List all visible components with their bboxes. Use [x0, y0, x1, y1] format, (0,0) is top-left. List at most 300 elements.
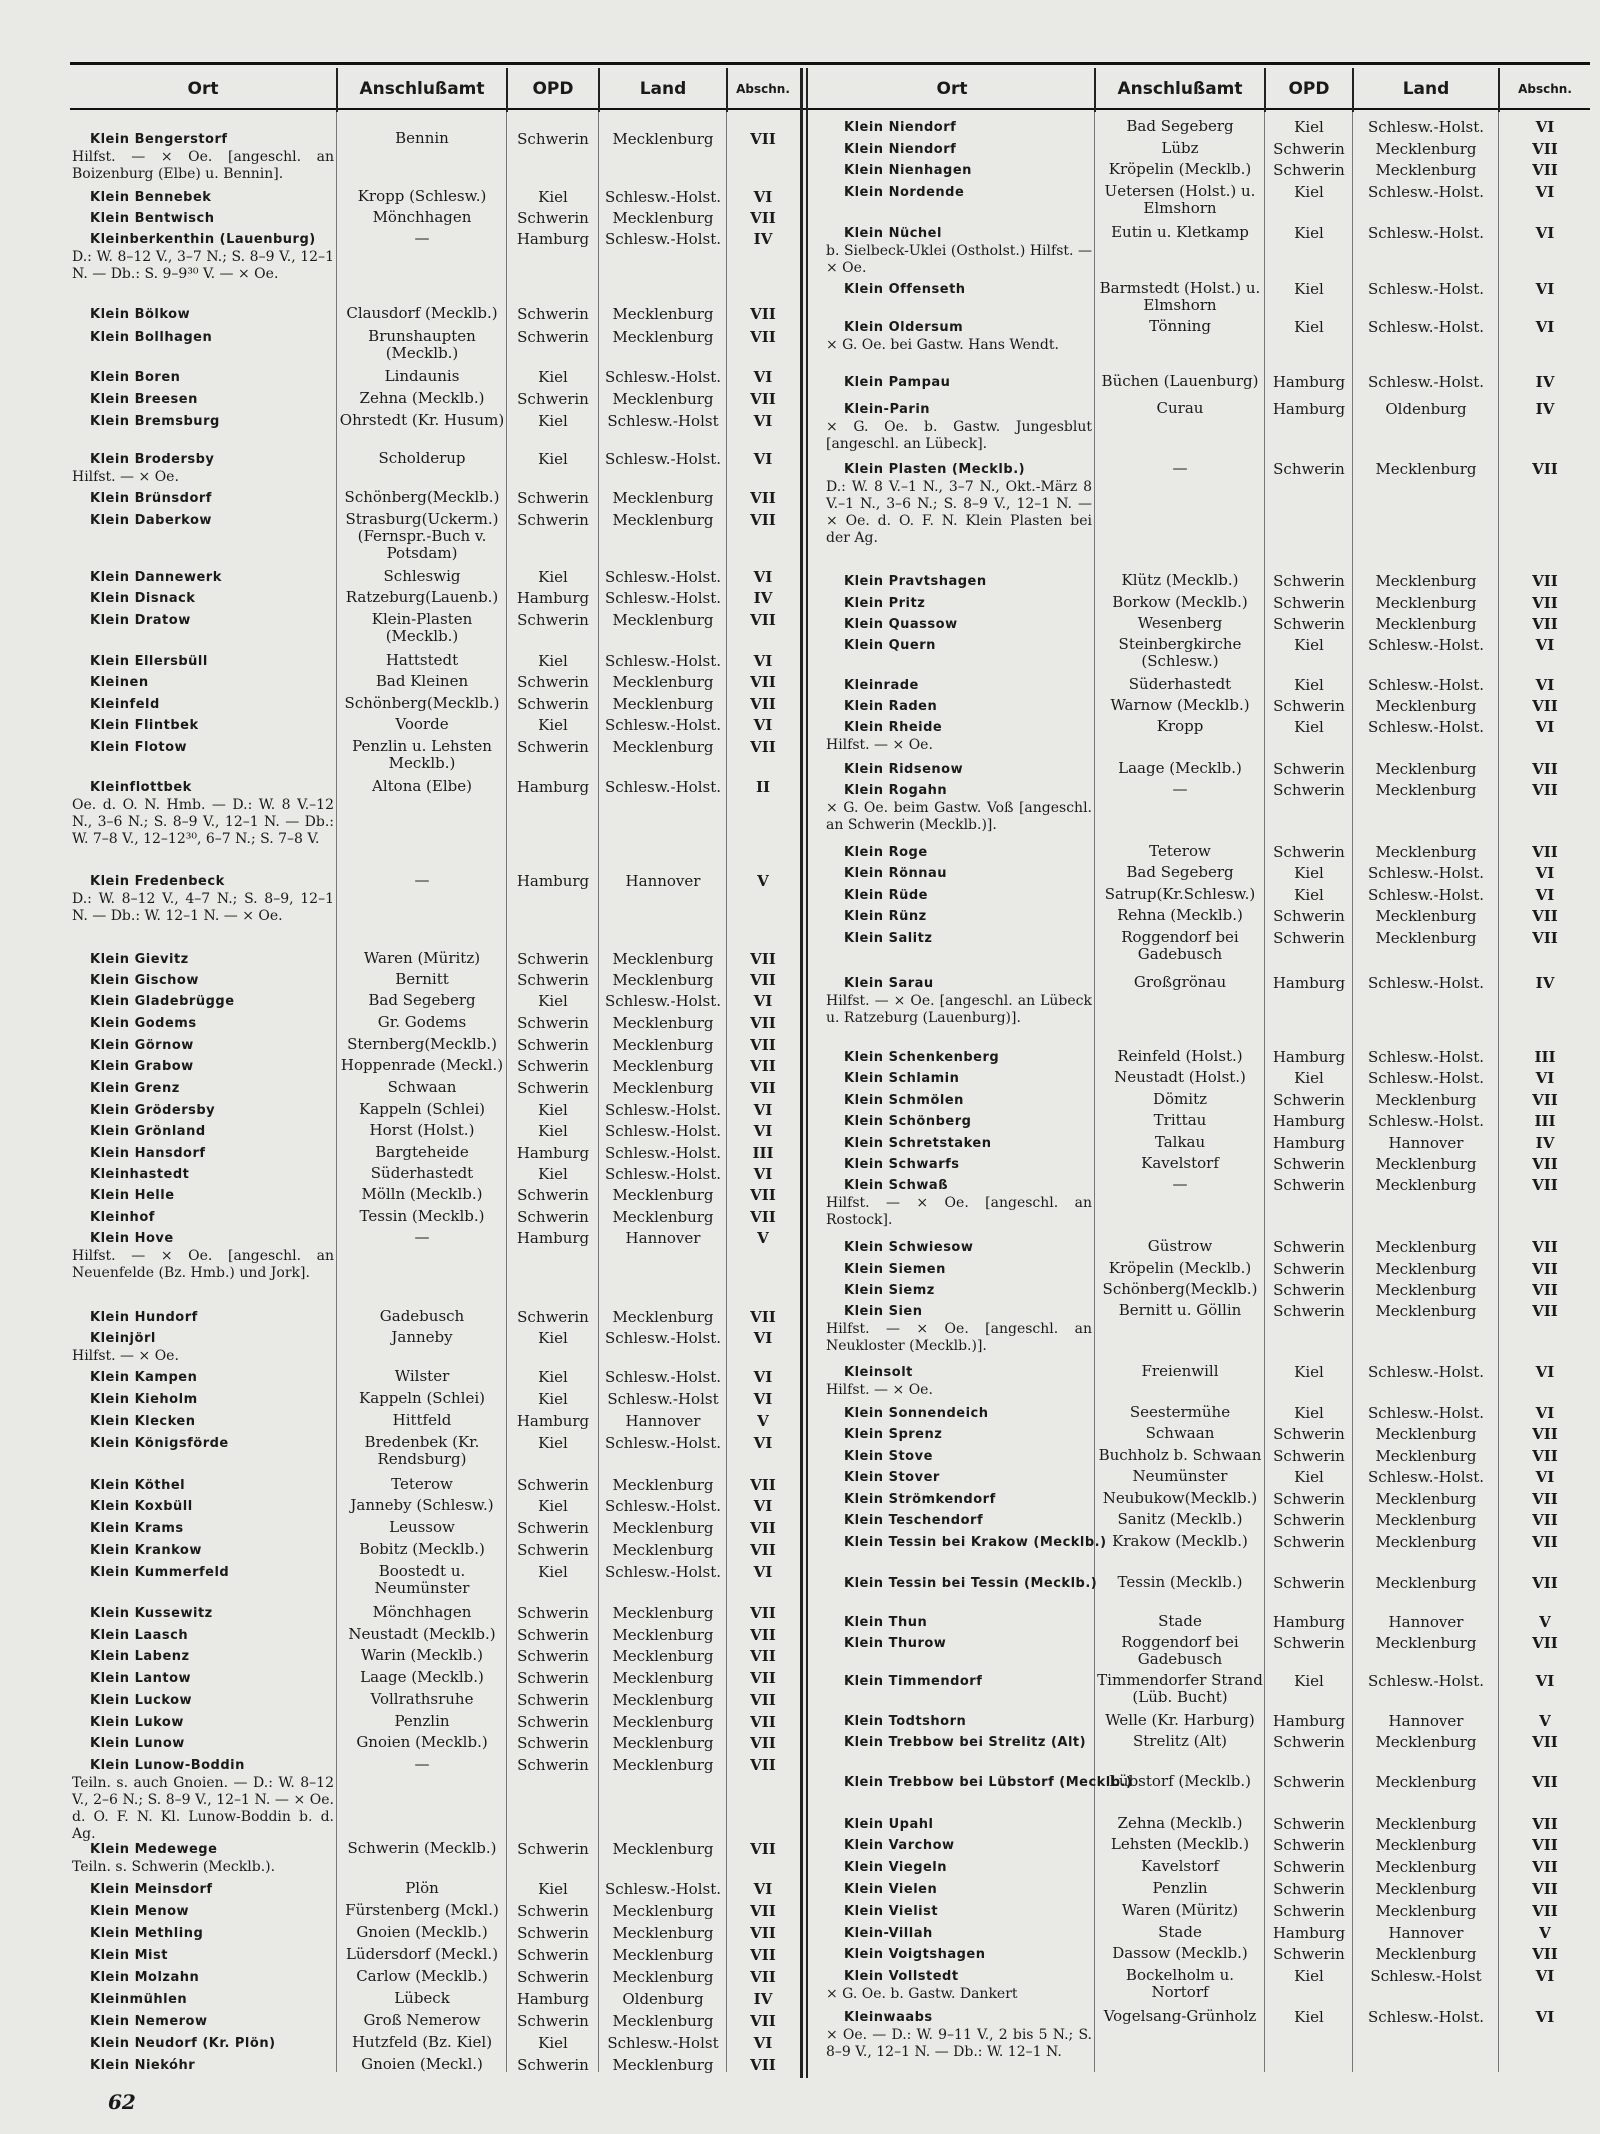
entry-land: Mecklenburg	[1375, 572, 1477, 590]
entry-abschnitt: VII	[750, 1669, 776, 1687]
entry-abschnitt: VI	[1535, 1468, 1555, 1486]
entry-land: Mecklenburg	[1375, 1634, 1477, 1652]
entry-name: Klein Disnack	[90, 591, 196, 606]
entry-anschlussamt: —	[1172, 459, 1188, 477]
entry-anschlussamt: Schwaan	[387, 1078, 457, 1096]
entry-opd: Schwerin	[517, 1691, 589, 1709]
entry-opd: Schwerin	[517, 1840, 589, 1858]
entry-opd: Schwerin	[1273, 1733, 1345, 1751]
entry-land: Mecklenburg	[612, 1669, 714, 1687]
entry-name: Klein Tessin bei Krakow (Mecklb.)	[844, 1535, 1107, 1550]
entry-name: Klein Nemerow	[90, 2014, 208, 2029]
entry-anschlussamt: —	[414, 1755, 430, 1773]
entry-opd: Schwerin	[1273, 929, 1345, 947]
entry-anschlussamt: Lindaunis	[384, 367, 460, 385]
entry-land: Mecklenburg	[1375, 843, 1477, 861]
entry-name: Klein Stove	[844, 1449, 933, 1464]
entry-land: Mecklenburg	[1375, 1238, 1477, 1256]
entry-land: Mecklenburg	[612, 1014, 714, 1032]
entry-opd: Schwerin	[517, 1014, 589, 1032]
entry-opd: Kiel	[538, 1434, 568, 1452]
entry-opd: Hamburg	[1272, 1112, 1346, 1130]
entry-anschlussamt: Mölln (Mecklb.)	[361, 1185, 483, 1203]
entry-opd: Hamburg	[1272, 1924, 1346, 1942]
entry-name: Klein Dratow	[90, 613, 191, 628]
entry-abschnitt: VII	[1532, 1302, 1558, 1320]
entry-name: Klein Neudorf (Kr. Plön)	[90, 2036, 276, 2051]
entry-land: Mecklenburg	[1375, 1091, 1477, 1109]
entry-opd: Schwerin	[1273, 1176, 1345, 1194]
entry-abschnitt: VII	[1532, 460, 1558, 478]
entry-anschlussamt: Penzlin u. Lehsten Mecklb.)	[352, 737, 492, 772]
entry-opd: Kiel	[1294, 718, 1324, 736]
entry-abschnitt: VII	[750, 305, 776, 323]
entry-opd: Schwerin	[1273, 760, 1345, 778]
entry-opd: Schwerin	[517, 1476, 589, 1494]
entry-name: Klein Luckow	[90, 1693, 193, 1708]
entry-abschnitt: VI	[753, 1122, 773, 1140]
entry-opd: Schwerin	[1273, 1634, 1345, 1652]
entry-anschlussamt: Gnoien (Meckl.)	[361, 2055, 483, 2073]
entry-abschnitt: VII	[750, 1476, 776, 1494]
entry-land: Mecklenburg	[612, 305, 714, 323]
entry-land: Schlesw.-Holst	[607, 2034, 719, 2052]
entry-opd: Kiel	[1294, 1069, 1324, 1087]
entry-anschlussamt: Lübeck	[394, 1989, 450, 2007]
entry-anschlussamt: Vollrathsruhe	[370, 1690, 474, 1708]
entry-name: Klein Quern	[844, 638, 936, 653]
entry-land: Mecklenburg	[612, 2056, 714, 2074]
entry-land: Mecklenburg	[612, 611, 714, 629]
entry-note: Oe. d. O. N. Hmb. — D.: W. 8 V.–12 N., 3–6 N.; S. 8–9 V., 12–1 N. — Db.: W. 7–8 V., 12–12³⁰, 6–7 N.; S. 7–8 V.	[72, 797, 334, 847]
column-divider	[800, 68, 803, 2078]
entry-opd: Hamburg	[1272, 1048, 1346, 1066]
entry-abschnitt: VI	[1535, 2008, 1555, 2026]
entry-name: Klein Hundorf	[90, 1310, 198, 1325]
entry-name: Klein Labenz	[90, 1649, 190, 1664]
header-opd: OPD	[1288, 79, 1330, 99]
entry-anschlussamt: Buchholz b. Schwaan	[1098, 1446, 1262, 1464]
entry-name: Klein Schenkenberg	[844, 1050, 1000, 1065]
entry-opd: Schwerin	[517, 1541, 589, 1559]
entry-anschlussamt: Wilster	[394, 1367, 450, 1385]
entry-opd: Schwerin	[1273, 1945, 1345, 1963]
entry-opd: Schwerin	[517, 305, 589, 323]
entry-opd: Hamburg	[1272, 373, 1346, 391]
entry-anschlussamt: Stade	[1158, 1612, 1202, 1630]
entry-opd: Hamburg	[1272, 1613, 1346, 1631]
entry-name: Klein Siemen	[844, 1262, 946, 1277]
entry-name: Kleinberkenthin (Lauenburg)	[90, 232, 316, 247]
entry-abschnitt: VI	[1535, 1967, 1555, 1985]
entry-anschlussamt: Fürstenberg (Mckl.)	[345, 1901, 499, 1919]
entry-anschlussamt: Laage (Mecklb.)	[1118, 759, 1242, 777]
entry-anschlussamt: Klein-Plasten (Mecklb.)	[371, 610, 473, 645]
entry-land: Mecklenburg	[1375, 1880, 1477, 1898]
entry-abschnitt: VII	[750, 1186, 776, 1204]
entry-opd: Schwerin	[1273, 460, 1345, 478]
entry-land: Mecklenburg	[1375, 1902, 1477, 1920]
header-opd: OPD	[532, 79, 574, 99]
entry-anschlussamt: Neustadt (Holst.)	[1114, 1068, 1246, 1086]
entry-land: Schlesw.-Holst.	[1367, 676, 1484, 694]
entry-name: Kleinflottbek	[90, 780, 192, 795]
entry-land: Hannover	[1388, 1712, 1464, 1730]
column-divider	[1352, 112, 1353, 2072]
entry-land: Schlesw.-Holst.	[1367, 1404, 1484, 1422]
entry-land: Mecklenburg	[612, 738, 714, 756]
entry-opd: Schwerin	[1273, 1281, 1345, 1299]
entry-opd: Kiel	[1294, 118, 1324, 136]
entry-abschnitt: VI	[1535, 224, 1555, 242]
entry-name: Klein Schmölen	[844, 1093, 964, 1108]
entry-abschnitt: VI	[753, 368, 773, 386]
entry-abschnitt: VII	[750, 1604, 776, 1622]
entry-abschnitt: VII	[1532, 1815, 1558, 1833]
entry-land: Mecklenburg	[1375, 615, 1477, 633]
entry-abschnitt: VII	[1532, 1858, 1558, 1876]
entry-abschnitt: VI	[1535, 280, 1555, 298]
entry-anschlussamt: Lübz	[1161, 139, 1199, 157]
entry-opd: Kiel	[538, 716, 568, 734]
entry-abschnitt: VII	[1532, 1281, 1558, 1299]
entry-abschnitt: VII	[1532, 1425, 1558, 1443]
entry-abschnitt: VI	[753, 188, 773, 206]
entry-anschlussamt: Stade	[1158, 1923, 1202, 1941]
column-divider	[1264, 112, 1265, 2072]
entry-abschnitt: VII	[1532, 1511, 1558, 1529]
entry-opd: Schwerin	[517, 1057, 589, 1075]
entry-opd: Schwerin	[517, 738, 589, 756]
entry-abschnitt: VII	[1532, 1902, 1558, 1920]
entry-land: Schlesw.-Holst.	[604, 1880, 721, 1898]
entry-land: Mecklenburg	[1375, 594, 1477, 612]
entry-note: Hilfst. — × Oe. [angeschl. an Neuenfelde (Bz. Hmb.) und Jork].	[72, 1248, 334, 1281]
entry-abschnitt: VI	[1535, 1069, 1555, 1087]
entry-abschnitt: VI	[753, 1390, 773, 1408]
entry-note: D.: W. 8–12 V., 3–7 N.; S. 8–9 V., 12–1 N. — Db.: S. 9–9³⁰ V. — × Oe.	[72, 249, 334, 282]
entry-anschlussamt: Kröpelin (Mecklb.)	[1108, 160, 1252, 178]
entry-land: Schlesw.-Holst.	[604, 1368, 721, 1386]
entry-abschnitt: VII	[1532, 697, 1558, 715]
entry-anschlussamt: Hoppenrade (Meckl.)	[340, 1056, 504, 1074]
entry-opd: Schwerin	[517, 328, 589, 346]
entry-opd: Schwerin	[517, 1036, 589, 1054]
entry-abschnitt: VII	[1532, 1773, 1558, 1791]
entry-anschlussamt: Gnoien (Mecklb.)	[356, 1733, 488, 1751]
entry-abschnitt: VII	[1532, 140, 1558, 158]
entry-note: × Oe. — D.: W. 9–11 V., 2 bis 5 N.; S. 8–9 V., 12–1 N. — Db.: W. 12–1 N.	[826, 2027, 1092, 2060]
entry-opd: Kiel	[1294, 2008, 1324, 2026]
entry-name: Klein Bentwisch	[90, 211, 215, 226]
entry-land: Mecklenburg	[1375, 1733, 1477, 1751]
entry-land: Mecklenburg	[1375, 1281, 1477, 1299]
entry-abschnitt: VII	[1532, 843, 1558, 861]
entry-opd: Hamburg	[1272, 974, 1346, 992]
entry-anschlussamt: Kropp (Schlesw.)	[357, 187, 487, 205]
entry-opd: Kiel	[538, 1390, 568, 1408]
entry-name: Klein Grönland	[90, 1124, 206, 1139]
entry-anschlussamt: Lehsten (Mecklb.)	[1110, 1835, 1250, 1853]
header-anschlussamt: Anschlußamt	[1117, 79, 1243, 99]
entry-opd: Schwerin	[1273, 1574, 1345, 1592]
entry-anschlussamt: Neustadt (Mecklb.)	[348, 1625, 496, 1643]
entry-name: Klein Lunow-Boddin	[90, 1758, 245, 1773]
entry-anschlussamt: Timmendorfer Strand (Lüb. Bucht)	[1097, 1671, 1263, 1706]
entry-abschnitt: VI	[753, 992, 773, 1010]
entry-anschlussamt: Uetersen (Holst.) u. Elmshorn	[1104, 182, 1256, 217]
entry-anschlussamt: Gadebusch	[379, 1307, 465, 1325]
entry-land: Schlesw.-Holst.	[1367, 886, 1484, 904]
entry-land: Mecklenburg	[1375, 781, 1477, 799]
entry-abschnitt: VII	[750, 695, 776, 713]
entry-anschlussamt: Strelitz (Alt)	[1132, 1732, 1227, 1750]
entry-opd: Kiel	[1294, 886, 1324, 904]
entry-anschlussamt: Mönchhagen	[372, 208, 472, 226]
entry-land: Schlesw.-Holst.	[604, 589, 721, 607]
entry-anschlussamt: Tessin (Mecklb.)	[359, 1207, 485, 1225]
entry-opd: Kiel	[1294, 676, 1324, 694]
entry-abschnitt: VI	[753, 412, 773, 430]
entry-opd: Kiel	[538, 1101, 568, 1119]
entry-land: Mecklenburg	[1375, 1447, 1477, 1465]
entry-opd: Schwerin	[1273, 1815, 1345, 1833]
entry-anschlussamt: Süderhastedt	[1128, 675, 1232, 693]
entry-opd: Schwerin	[1273, 1238, 1345, 1256]
entry-name: Klein Helle	[90, 1188, 175, 1203]
entry-name: Klein Methling	[90, 1926, 204, 1941]
entry-land: Oldenburg	[622, 1990, 704, 2008]
entry-land: Schlesw.-Holst.	[1367, 373, 1484, 391]
entry-name: Klein Bremsburg	[90, 414, 220, 429]
entry-land: Mecklenburg	[612, 130, 714, 148]
entry-land: Schlesw.-Holst.	[604, 568, 721, 586]
entry-land: Schlesw.-Holst.	[1367, 318, 1484, 336]
entry-abschnitt: VI	[753, 652, 773, 670]
entry-abschnitt: VII	[1532, 1945, 1558, 1963]
entry-land: Mecklenburg	[612, 950, 714, 968]
entry-name: Klein Grabow	[90, 1059, 194, 1074]
entry-anschlussamt: Lüdersdorf (Meckl.)	[345, 1945, 499, 1963]
entry-anschlussamt: Teterow	[1149, 842, 1211, 860]
entry-anschlussamt: Ratzeburg(Lauenb.)	[345, 588, 499, 606]
entry-anschlussamt: Gr. Godems	[377, 1013, 467, 1031]
top-rule	[70, 62, 1590, 65]
entry-name: Klein Godems	[90, 1016, 197, 1031]
entry-abschnitt: VII	[750, 489, 776, 507]
entry-anschlussamt: Kappeln (Schlei)	[359, 1389, 485, 1407]
column-divider	[726, 112, 727, 2072]
entry-abschnitt: IV	[753, 230, 773, 248]
entry-opd: Kiel	[1294, 280, 1324, 298]
entry-anschlussamt: Zehna (Mecklb.)	[359, 389, 485, 407]
entry-abschnitt: VI	[1535, 183, 1555, 201]
entry-abschnitt: III	[752, 1144, 774, 1162]
entry-land: Mecklenburg	[1375, 460, 1477, 478]
entry-opd: Schwerin	[1273, 1425, 1345, 1443]
entry-land: Mecklenburg	[612, 695, 714, 713]
entry-anschlussamt: Roggendorf bei Gadebusch	[1121, 928, 1239, 963]
entry-name: Klein Bennebek	[90, 190, 212, 205]
entry-anschlussamt: Teterow	[391, 1475, 453, 1493]
entry-abschnitt: IV	[753, 589, 773, 607]
entry-name: Klein Bollhagen	[90, 330, 213, 345]
entry-anschlussamt: Hattstedt	[385, 651, 459, 669]
entry-opd: Hamburg	[516, 589, 590, 607]
entry-land: Schlesw.-Holst.	[1367, 718, 1484, 736]
entry-anschlussamt: Penzlin	[394, 1712, 450, 1730]
entry-abschnitt: VII	[750, 1756, 776, 1774]
entry-land: Schlesw.-Holst.	[1367, 1468, 1484, 1486]
entry-anschlussamt: Voorde	[395, 715, 449, 733]
entry-name: Klein Daberkow	[90, 513, 212, 528]
entry-land: Mecklenburg	[1375, 1836, 1477, 1854]
entry-anschlussamt: Bad Segeberg	[1126, 117, 1234, 135]
entry-abschnitt: V	[1539, 1712, 1551, 1730]
entry-name: Klein Krams	[90, 1521, 184, 1536]
entry-anschlussamt: —	[414, 1228, 430, 1246]
entry-land: Schlesw.-Holst.	[1367, 1363, 1484, 1381]
entry-name: Klein Flotow	[90, 740, 188, 755]
entry-land: Mecklenburg	[1375, 1425, 1477, 1443]
entry-abschnitt: V	[1539, 1924, 1551, 1942]
entry-opd: Kiel	[1294, 1672, 1324, 1690]
entry-name: Klein Boren	[90, 370, 181, 385]
entry-land: Schlesw.-Holst.	[1367, 224, 1484, 242]
entry-name: Klein Köthel	[90, 1478, 186, 1493]
entry-anschlussamt: Trittau	[1153, 1111, 1207, 1129]
entry-name: Klein Vollstedt	[844, 1969, 959, 1984]
entry-land: Schlesw.-Holst.	[604, 1144, 721, 1162]
entry-opd: Schwerin	[517, 2012, 589, 2030]
entry-land: Mecklenburg	[1375, 1155, 1477, 1173]
entry-note: × G. Oe. b. Gastw. Jungesblut [angeschl. an Lübeck].	[826, 419, 1092, 452]
entry-anschlussamt: Krakow (Mecklb.)	[1112, 1532, 1248, 1550]
entry-opd: Kiel	[1294, 1404, 1324, 1422]
entry-name: Klein Bölkow	[90, 307, 191, 322]
entry-land: Schlesw.-Holst.	[604, 1329, 721, 1347]
entry-land: Mecklenburg	[612, 1079, 714, 1097]
entry-opd: Hamburg	[516, 1229, 590, 1247]
entry-anschlussamt: Altona (Elbe)	[372, 777, 472, 795]
entry-name: Kleinrade	[844, 678, 919, 693]
entry-land: Mecklenburg	[612, 328, 714, 346]
entry-opd: Kiel	[538, 568, 568, 586]
entry-name: Klein Laasch	[90, 1628, 189, 1643]
entry-opd: Schwerin	[517, 390, 589, 408]
entry-anschlussamt: Laage (Mecklb.)	[360, 1668, 484, 1686]
entry-name: Klein Lukow	[90, 1715, 184, 1730]
entry-abschnitt: VII	[750, 209, 776, 227]
entry-land: Schlesw.-Holst.	[604, 1434, 721, 1452]
entry-land: Mecklenburg	[612, 1057, 714, 1075]
entry-land: Schlesw.-Holst.	[1367, 636, 1484, 654]
entry-abschnitt: VII	[750, 738, 776, 756]
entry-opd: Schwerin	[1273, 1902, 1345, 1920]
entry-land: Mecklenburg	[1375, 1574, 1477, 1592]
entry-name: Klein Oldersum	[844, 320, 964, 335]
entry-opd: Schwerin	[1273, 1447, 1345, 1465]
entry-name: Klein-Parin	[844, 402, 931, 417]
entry-note: × G. Oe. beim Gastw. Voß [angeschl. an Schwerin (Mecklb.)].	[826, 800, 1092, 833]
entry-name: Klein Kussewitz	[90, 1606, 213, 1621]
entry-land: Mecklenburg	[1375, 140, 1477, 158]
entry-land: Hannover	[1388, 1134, 1464, 1152]
entry-name: Klein Bengerstorf	[90, 132, 228, 147]
entry-land: Schlesw.-Holst.	[604, 230, 721, 248]
entry-abschnitt: VII	[750, 1208, 776, 1226]
entry-opd: Schwerin	[517, 1626, 589, 1644]
entry-name: Klein Nienhagen	[844, 163, 972, 178]
entry-anschlussamt: Klütz (Mecklb.)	[1121, 571, 1239, 589]
entry-anschlussamt: Dassow (Mecklb.)	[1112, 1944, 1248, 1962]
entry-opd: Schwerin	[517, 1519, 589, 1537]
entry-note: Hilfst. — × Oe. [angeschl. an Rostock].	[826, 1195, 1092, 1228]
entry-note: × G. Oe. b. Gastw. Dankert	[826, 1986, 1018, 2002]
entry-name: Klein Sarau	[844, 976, 934, 991]
entry-abschnitt: V	[1539, 1613, 1551, 1631]
entry-name: Klein Pritz	[844, 596, 926, 611]
entry-abschnitt: VI	[753, 716, 773, 734]
entry-land: Mecklenburg	[1375, 760, 1477, 778]
entry-land: Schlesw.-Holst	[607, 412, 719, 430]
entry-name: Klein-Villah	[844, 1926, 933, 1941]
entry-note: b. Sielbeck-Uklei (Ostholst.) Hilfst. — × Oe.	[826, 243, 1092, 276]
entry-abschnitt: V	[757, 1412, 769, 1430]
entry-name: Kleinsolt	[844, 1365, 913, 1380]
entry-anschlussamt: Penzlin	[1152, 1879, 1208, 1897]
entry-opd: Kiel	[1294, 864, 1324, 882]
entry-name: Klein Schwaß	[844, 1178, 949, 1193]
entry-note: Hilfst. — × Oe.	[72, 469, 179, 485]
entry-anschlussamt: Schleswig	[383, 567, 461, 585]
entry-anschlussamt: Waren (Müritz)	[363, 949, 481, 967]
entry-opd: Kiel	[1294, 224, 1324, 242]
entry-name: Klein Nüchel	[844, 226, 942, 241]
entry-abschnitt: VII	[750, 1924, 776, 1942]
entry-opd: Kiel	[1294, 1468, 1324, 1486]
entry-opd: Kiel	[538, 1122, 568, 1140]
entry-anschlussamt: Bobitz (Mecklb.)	[359, 1540, 485, 1558]
entry-opd: Hamburg	[516, 1144, 590, 1162]
entry-name: Klein Schwiesow	[844, 1240, 974, 1255]
entry-abschnitt: VII	[1532, 907, 1558, 925]
entry-opd: Kiel	[1294, 183, 1324, 201]
entry-abschnitt: VII	[750, 328, 776, 346]
entry-land: Mecklenburg	[612, 1626, 714, 1644]
entry-abschnitt: VII	[1532, 615, 1558, 633]
entry-abschnitt: IV	[753, 1990, 773, 2008]
entry-abschnitt: VII	[750, 1057, 776, 1075]
entry-abschnitt: VII	[750, 1968, 776, 1986]
entry-name: Klein Kieholm	[90, 1392, 198, 1407]
entry-abschnitt: IV	[1535, 974, 1555, 992]
entry-anschlussamt: Brunshaupten (Mecklb.)	[368, 327, 476, 362]
entry-land: Schlesw.-Holst.	[604, 778, 721, 796]
entry-opd: Schwerin	[517, 209, 589, 227]
entry-opd: Schwerin	[1273, 1880, 1345, 1898]
entry-abschnitt: VII	[750, 673, 776, 691]
entry-opd: Schwerin	[1273, 1858, 1345, 1876]
entry-abschnitt: VI	[1535, 1404, 1555, 1422]
entry-land: Mecklenburg	[612, 390, 714, 408]
entry-opd: Schwerin	[517, 1208, 589, 1226]
header-abschn: Abschn.	[736, 82, 790, 96]
entry-land: Hannover	[1388, 1613, 1464, 1631]
entry-name: Klein Sien	[844, 1304, 923, 1319]
entry-land: Hannover	[1388, 1924, 1464, 1942]
entry-anschlussamt: Steinbergkirche (Schlesw.)	[1118, 635, 1242, 670]
